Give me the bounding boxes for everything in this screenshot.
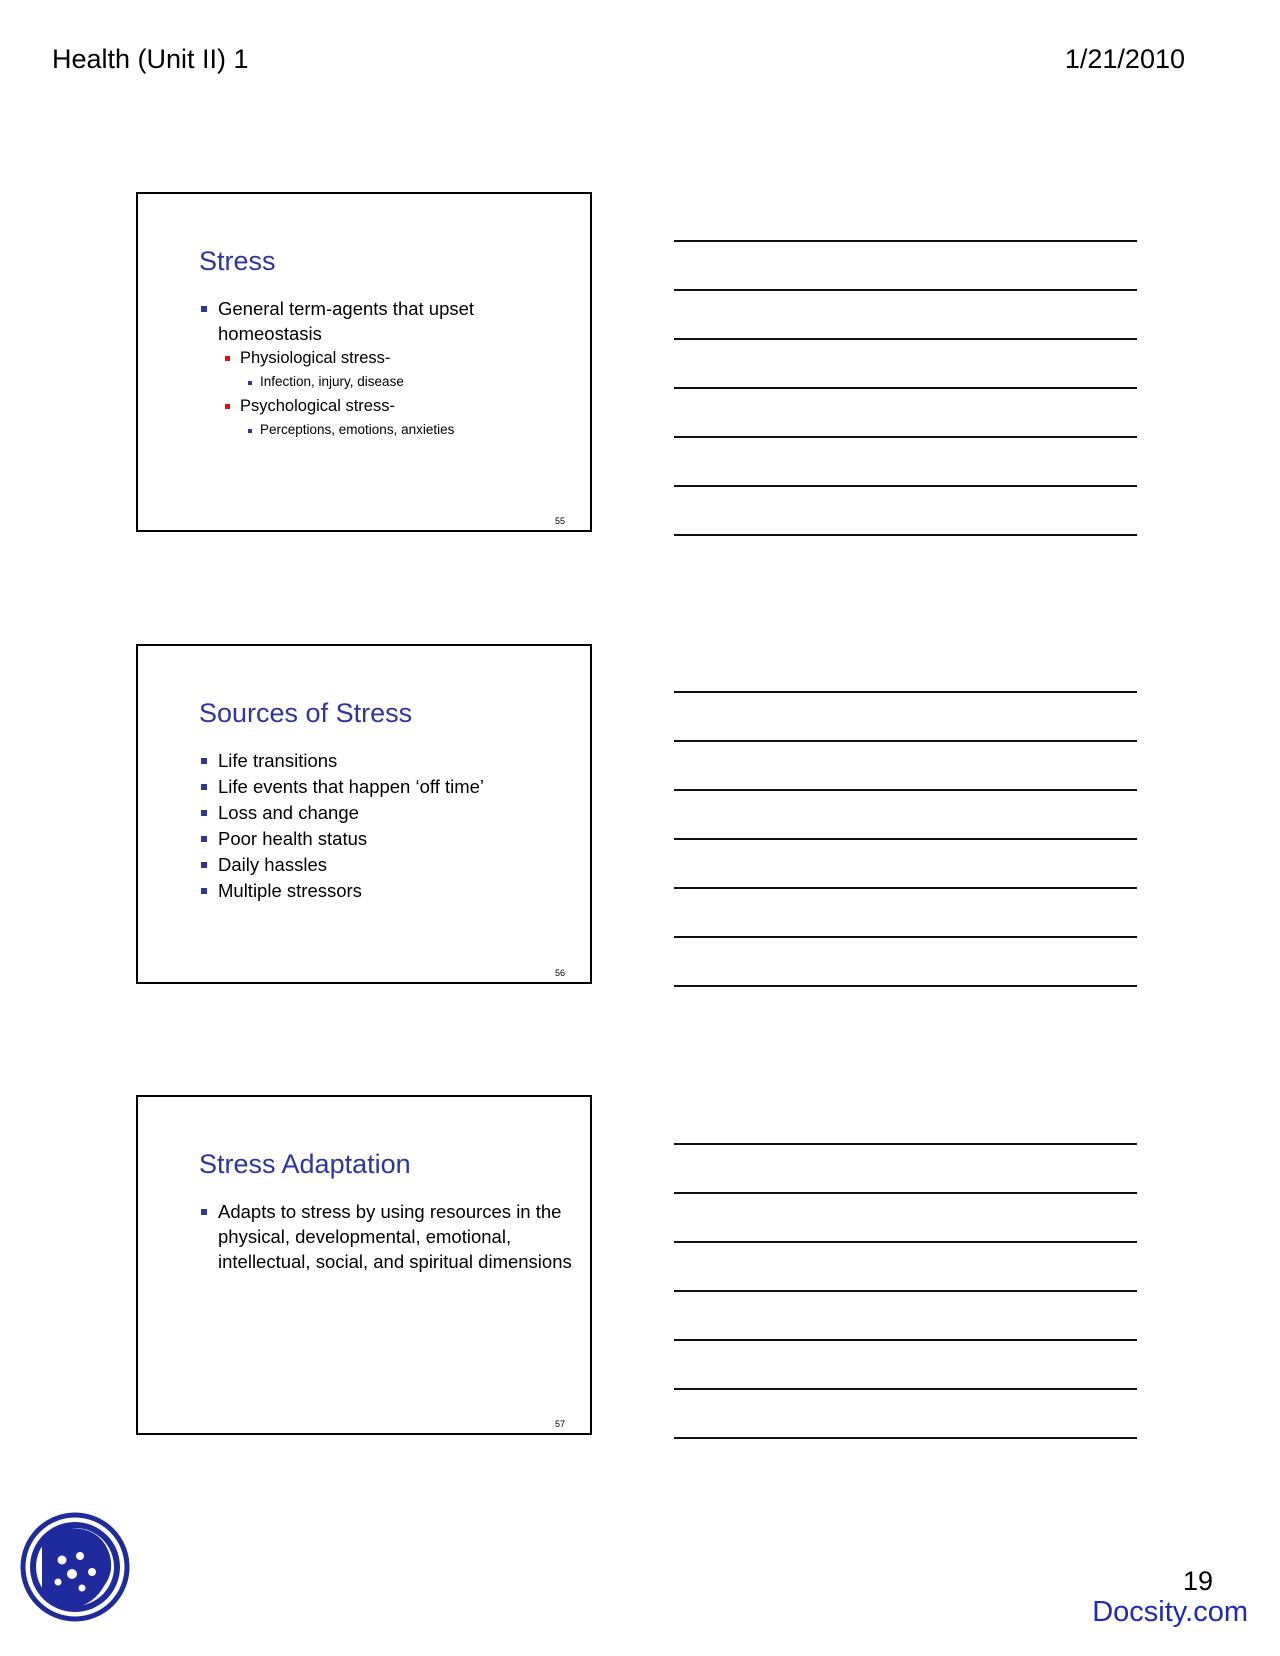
- slide-title: Stress: [199, 246, 276, 276]
- slide-number: 55: [554, 516, 565, 526]
- sub-bullet-item: Psychological stress-: [200, 394, 576, 418]
- note-line: [674, 1192, 1137, 1194]
- note-line: [674, 691, 1137, 693]
- bullet-item: Multiple stressors: [200, 878, 576, 904]
- docsity-logo-icon[interactable]: [20, 1512, 130, 1622]
- page-number: 19: [1182, 1566, 1213, 1596]
- note-line: [674, 838, 1137, 840]
- notes-lines-1: [674, 240, 1137, 540]
- notes-lines-3: [674, 1143, 1137, 1443]
- document-header-title: Health (Unit II) 1: [52, 44, 249, 74]
- slide-thumbnail-57: [136, 1095, 592, 1435]
- note-line: [674, 387, 1137, 389]
- notes-lines-2: [674, 691, 1137, 991]
- bullet-item: General term-agents that upset homeostasis: [200, 296, 576, 346]
- note-line: [674, 1143, 1137, 1145]
- slide-number: 56: [554, 968, 565, 978]
- note-line: [674, 887, 1137, 889]
- bullet-item: Poor health status: [200, 826, 576, 852]
- slide-bullet-list: [200, 1199, 576, 1274]
- slide-title: Stress Adaptation: [199, 1149, 411, 1179]
- bullet-item: Adapts to stress by using resources in the physical, developmental, emotional, intellectual, social, and spiritual dimensions: [200, 1199, 576, 1274]
- slide-number: 57: [554, 1419, 565, 1429]
- note-line: [674, 1388, 1137, 1390]
- slide-bullet-list: [200, 296, 576, 442]
- slide-thumbnail-56: [136, 644, 592, 984]
- note-line: [674, 1290, 1137, 1292]
- bullet-item: Loss and change: [200, 800, 576, 826]
- bullet-item: Life transitions: [200, 748, 576, 774]
- note-line: [674, 485, 1137, 487]
- note-line: [674, 936, 1137, 938]
- note-line: [674, 240, 1137, 242]
- docsity-link[interactable]: Docsity.com: [1092, 1596, 1248, 1628]
- note-line: [674, 985, 1137, 987]
- note-line: [674, 1339, 1137, 1341]
- sub-bullet-item: Physiological stress-: [200, 346, 576, 370]
- document-header-date: 1/21/2010: [1064, 44, 1185, 74]
- note-line: [674, 289, 1137, 291]
- bullet-item: Life events that happen ‘off time’: [200, 774, 576, 800]
- note-line: [674, 1437, 1137, 1439]
- sub-sub-bullet-item: Perceptions, emotions, anxieties: [200, 418, 576, 442]
- bullet-item: Daily hassles: [200, 852, 576, 878]
- note-line: [674, 789, 1137, 791]
- slide-title: Sources of Stress: [199, 698, 413, 728]
- slide-thumbnail-55: [136, 192, 592, 532]
- note-line: [674, 338, 1137, 340]
- note-line: [674, 436, 1137, 438]
- note-line: [674, 740, 1137, 742]
- note-line: [674, 1241, 1137, 1243]
- note-line: [674, 534, 1137, 536]
- sub-sub-bullet-item: Infection, injury, disease: [200, 370, 576, 394]
- slide-bullet-list: [200, 748, 576, 904]
